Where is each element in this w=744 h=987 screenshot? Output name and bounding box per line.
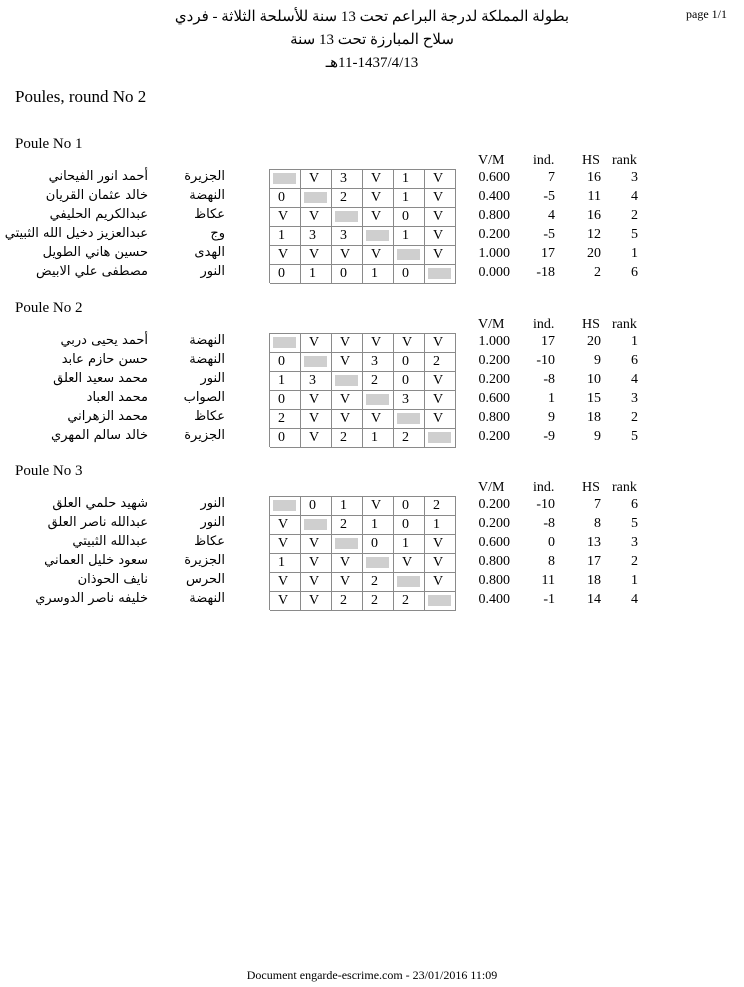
- bout-cell: 0: [270, 264, 301, 284]
- fencer-club: الجزيرة: [184, 169, 225, 184]
- hs-value: 12: [587, 227, 601, 242]
- bout-grid: [269, 496, 456, 515]
- hs-value: 9: [594, 353, 601, 368]
- vm-header: V/M: [478, 317, 505, 332]
- bout-cell: V: [270, 207, 301, 226]
- vm-value: 0.800: [478, 410, 510, 425]
- bout-cell: 1: [270, 553, 301, 572]
- fencer-name: خالد عثمان القريان: [45, 188, 148, 203]
- ind-value: -10: [536, 497, 555, 512]
- fencer-row: [0, 264, 744, 283]
- ind-value: -1: [543, 592, 555, 607]
- bout-cell: V: [363, 169, 394, 188]
- bout-cell: 1: [394, 534, 425, 553]
- bout-cell: 2: [363, 371, 394, 390]
- fencer-club: الهدى: [194, 245, 225, 260]
- rank-value: 5: [631, 429, 638, 444]
- document-footer: Document engarde-escrime.com - 23/01/2016 11:09: [246, 968, 498, 982]
- fencer-row: [0, 169, 744, 188]
- fencer-name: حسين هاني الطويل: [42, 245, 148, 260]
- bout-cell: V: [301, 409, 332, 428]
- fencer-row: [0, 226, 744, 245]
- bout-cell: V: [425, 245, 456, 264]
- bout-cell: 1: [363, 515, 394, 534]
- bout-cell: V: [301, 534, 332, 553]
- hs-header: HS: [582, 317, 600, 332]
- bout-cell: 0: [394, 264, 425, 284]
- bout-cell: 1: [363, 428, 394, 448]
- fencer-name: محمد سعيد العلق: [53, 371, 148, 386]
- vm-value: 0.800: [478, 554, 510, 569]
- ind-value: 1: [548, 391, 555, 406]
- hs-value: 16: [587, 170, 601, 185]
- bout-cell: 0: [394, 515, 425, 534]
- bout-cell-self: [270, 496, 301, 515]
- ind-header: ind.: [533, 480, 555, 495]
- vm-value: 0.800: [478, 208, 510, 223]
- bout-cell: V: [425, 333, 456, 352]
- vm-value: 0.600: [478, 391, 510, 406]
- hs-value: 8: [594, 516, 601, 531]
- bout-cell: 1: [394, 169, 425, 188]
- bout-grid: [269, 428, 456, 447]
- ind-value: 8: [548, 554, 555, 569]
- vm-value: 0.000: [478, 265, 510, 280]
- hs-value: 7: [594, 497, 601, 512]
- rank-header: rank: [612, 317, 637, 332]
- bout-cell: V: [301, 169, 332, 188]
- bout-cell: 1: [363, 264, 394, 284]
- fencer-row: [0, 188, 744, 207]
- bout-cell: V: [363, 245, 394, 264]
- bout-cell-self: [363, 226, 394, 245]
- rank-value: 5: [631, 227, 638, 242]
- bout-cell: V: [270, 534, 301, 553]
- bout-cell: V: [301, 390, 332, 409]
- rank-value: 1: [631, 246, 638, 261]
- ind-value: -8: [543, 516, 555, 531]
- vm-value: 0.200: [478, 429, 510, 444]
- fencer-club: الحرس: [185, 572, 225, 587]
- bout-cell: V: [425, 207, 456, 226]
- bout-cell: V: [394, 333, 425, 352]
- bout-cell-self: [332, 207, 363, 226]
- hs-header: HS: [582, 153, 600, 168]
- bout-cell: 1: [394, 188, 425, 207]
- bout-cell: V: [425, 553, 456, 572]
- hs-value: 14: [587, 592, 601, 607]
- bout-grid: [269, 591, 456, 610]
- fencer-name: عبدالعزيز دخيل الله الثبيتي: [4, 226, 148, 241]
- bout-grid: [269, 245, 456, 264]
- rank-value: 4: [631, 189, 638, 204]
- bout-cell: 3: [332, 169, 363, 188]
- bout-cell: V: [425, 226, 456, 245]
- ind-value: -5: [543, 189, 555, 204]
- bout-cell: 0: [394, 371, 425, 390]
- fencer-club: النور: [200, 515, 225, 530]
- fencer-row: [0, 496, 744, 515]
- competition-date: 11-1437/4/13هـ: [325, 55, 419, 71]
- bout-cell: V: [332, 553, 363, 572]
- fencer-row: [0, 333, 744, 352]
- rank-value: 2: [631, 410, 638, 425]
- rank-value: 1: [631, 573, 638, 588]
- bout-cell-self: [425, 428, 456, 448]
- fencer-club: النور: [200, 496, 225, 511]
- bout-cell: V: [270, 572, 301, 591]
- bout-cell-self: [394, 572, 425, 591]
- bout-cell: V: [425, 534, 456, 553]
- bout-cell: V: [301, 207, 332, 226]
- vm-value: 0.400: [478, 592, 510, 607]
- bout-cell: V: [301, 591, 332, 611]
- vm-header: V/M: [478, 153, 505, 168]
- ind-value: 17: [541, 334, 555, 349]
- bout-cell: 2: [425, 352, 456, 371]
- bout-cell: V: [301, 572, 332, 591]
- fencer-club: الصواب: [183, 390, 225, 405]
- bout-cell-self: [332, 534, 363, 553]
- bout-grid: [269, 333, 456, 352]
- fencer-name: سعود خليل العماني: [44, 553, 148, 568]
- bout-cell: 2: [394, 591, 425, 611]
- bout-cell: 3: [394, 390, 425, 409]
- bout-cell: V: [270, 591, 301, 611]
- ind-value: 0: [548, 535, 555, 550]
- bout-cell: V: [425, 169, 456, 188]
- bout-cell: V: [332, 352, 363, 371]
- hs-value: 13: [587, 535, 601, 550]
- bout-cell: 0: [394, 207, 425, 226]
- fencer-row: [0, 207, 744, 226]
- bout-grid: [269, 572, 456, 591]
- poule-title: Poule No 3: [15, 463, 83, 479]
- fencer-row: [0, 428, 744, 447]
- fencer-name: محمد الزهراني: [67, 409, 148, 424]
- ind-header: ind.: [533, 153, 555, 168]
- bout-grid: [269, 226, 456, 245]
- bout-cell: V: [270, 245, 301, 264]
- bout-grid: [269, 352, 456, 371]
- bout-grid: [269, 409, 456, 428]
- bout-cell: V: [301, 428, 332, 448]
- vm-value: 0.400: [478, 189, 510, 204]
- hs-value: 18: [587, 410, 601, 425]
- bout-cell: V: [332, 245, 363, 264]
- bout-grid: [269, 188, 456, 207]
- bout-cell: 2: [363, 572, 394, 591]
- bout-grid: [269, 207, 456, 226]
- bout-cell: 3: [363, 352, 394, 371]
- hs-header: HS: [582, 480, 600, 495]
- bout-cell-self: [425, 591, 456, 611]
- bout-cell: 1: [394, 226, 425, 245]
- bout-cell: 1: [425, 515, 456, 534]
- bout-cell: 0: [270, 390, 301, 409]
- bout-cell: 2: [394, 428, 425, 448]
- fencer-name: عبدالله الثبيتي: [72, 534, 148, 549]
- bout-cell: V: [332, 333, 363, 352]
- rank-value: 6: [631, 497, 638, 512]
- fencer-club: النهضة: [189, 333, 225, 348]
- rank-value: 6: [631, 353, 638, 368]
- bout-grid: [269, 553, 456, 572]
- fencer-name: عبدالكريم الحليفي: [49, 207, 148, 222]
- poule-title: Poule No 2: [15, 300, 83, 316]
- bout-cell: V: [363, 409, 394, 428]
- bout-cell: 1: [270, 226, 301, 245]
- bout-cell-self: [363, 553, 394, 572]
- fencer-club: عكاظ: [194, 534, 225, 549]
- hs-value: 15: [587, 391, 601, 406]
- hs-value: 20: [587, 246, 601, 261]
- ind-header: ind.: [533, 317, 555, 332]
- round-title: Poules, round No 2: [15, 87, 147, 106]
- bout-cell: V: [363, 207, 394, 226]
- bout-cell: V: [425, 409, 456, 428]
- bout-cell: 0: [332, 264, 363, 284]
- poule-title: Poule No 1: [15, 136, 83, 152]
- fencer-club: النور: [200, 371, 225, 386]
- fencer-club: عكاظ: [194, 409, 225, 424]
- fencer-name: محمد العباد: [86, 390, 148, 405]
- hs-value: 2: [594, 265, 601, 280]
- ind-value: -5: [543, 227, 555, 242]
- hs-value: 20: [587, 334, 601, 349]
- bout-cell: 0: [270, 428, 301, 448]
- fencer-name: مصطفى علي الابيض: [36, 264, 148, 279]
- bout-cell: 2: [332, 591, 363, 611]
- bout-grid: [269, 169, 456, 188]
- rank-value: 3: [631, 170, 638, 185]
- bout-cell: V: [363, 333, 394, 352]
- poule-section: [0, 136, 744, 296]
- ind-value: 17: [541, 246, 555, 261]
- rank-value: 4: [631, 372, 638, 387]
- fencer-name: نايف الحوذان: [77, 572, 148, 587]
- rank-value: 1: [631, 334, 638, 349]
- hs-value: 10: [587, 372, 601, 387]
- bout-cell: 1: [332, 496, 363, 515]
- bout-grid: [269, 534, 456, 553]
- fencer-row: [0, 534, 744, 553]
- bout-cell: 0: [301, 496, 332, 515]
- fencer-club: عكاظ: [194, 207, 225, 222]
- bout-cell: V: [425, 572, 456, 591]
- bout-cell: 2: [332, 188, 363, 207]
- vm-header: V/M: [478, 480, 505, 495]
- bout-cell: V: [425, 371, 456, 390]
- bout-cell: V: [332, 390, 363, 409]
- fencer-club: النور: [200, 264, 225, 279]
- fencer-name: أحمد يحيى دربي: [60, 333, 148, 348]
- fencer-name: شهيد حلمي العلق: [52, 496, 148, 511]
- bout-cell: 2: [363, 591, 394, 611]
- bout-cell: V: [363, 496, 394, 515]
- bout-cell: 0: [270, 352, 301, 371]
- vm-value: 0.200: [478, 372, 510, 387]
- bout-cell: 0: [394, 352, 425, 371]
- bout-cell-self: [270, 333, 301, 352]
- rank-value: 5: [631, 516, 638, 531]
- fencer-row: [0, 553, 744, 572]
- fencer-name: أحمد انور الفيحاني: [48, 169, 148, 184]
- bout-cell: V: [270, 515, 301, 534]
- fencer-row: [0, 515, 744, 534]
- rank-value: 2: [631, 554, 638, 569]
- bout-cell: V: [301, 333, 332, 352]
- fencer-row: [0, 572, 744, 591]
- ind-value: -10: [536, 353, 555, 368]
- fencer-club: وج: [210, 226, 225, 241]
- rank-header: rank: [612, 153, 637, 168]
- hs-value: 16: [587, 208, 601, 223]
- bout-cell-self: [332, 371, 363, 390]
- bout-cell: 3: [301, 371, 332, 390]
- ind-value: 11: [541, 573, 555, 588]
- fencer-row: [0, 591, 744, 610]
- bout-cell: 0: [270, 188, 301, 207]
- bout-cell: V: [332, 572, 363, 591]
- rank-value: 2: [631, 208, 638, 223]
- rank-value: 3: [631, 535, 638, 550]
- bout-cell-self: [301, 515, 332, 534]
- ind-value: -9: [543, 429, 555, 444]
- fencer-row: [0, 371, 744, 390]
- hs-value: 18: [587, 573, 601, 588]
- poule-section: [0, 463, 744, 623]
- ind-value: 7: [548, 170, 555, 185]
- bout-cell: V: [425, 390, 456, 409]
- bout-cell-self: [363, 390, 394, 409]
- fencer-club: الجزيرة: [184, 428, 225, 443]
- fencer-name: عبدالله ناصر العلق: [47, 515, 148, 530]
- weapon-subtitle: سلاح المبارزة تحت 13 سنة: [290, 32, 454, 48]
- fencer-name: خالد سالم المهري: [51, 428, 148, 443]
- bout-grid: [269, 515, 456, 534]
- rank-header: rank: [612, 480, 637, 495]
- bout-cell: V: [363, 188, 394, 207]
- bout-cell: 2: [332, 428, 363, 448]
- vm-value: 1.000: [478, 246, 510, 261]
- vm-value: 1.000: [478, 334, 510, 349]
- bout-cell: 3: [332, 226, 363, 245]
- bout-cell: V: [425, 188, 456, 207]
- bout-cell: V: [332, 409, 363, 428]
- fencer-row: [0, 352, 744, 371]
- bout-cell: V: [301, 245, 332, 264]
- vm-value: 0.200: [478, 516, 510, 531]
- rank-value: 4: [631, 592, 638, 607]
- bout-cell: 1: [301, 264, 332, 284]
- bout-cell: 2: [425, 496, 456, 515]
- vm-value: 0.200: [478, 353, 510, 368]
- poule-section: [0, 300, 744, 460]
- bout-grid: [269, 264, 456, 283]
- bout-cell: 1: [270, 371, 301, 390]
- bout-cell: 3: [301, 226, 332, 245]
- fencer-name: خليفه ناصر الدوسري: [35, 591, 148, 606]
- bout-grid: [269, 371, 456, 390]
- fencer-row: [0, 245, 744, 264]
- competition-title: بطولة المملكة لدرجة البراعم تحت 13 سنة للأسلحة الثلاثة - فردي: [174, 9, 570, 25]
- bout-cell-self: [270, 169, 301, 188]
- rank-value: 6: [631, 265, 638, 280]
- bout-cell: V: [394, 553, 425, 572]
- fencer-club: النهضة: [189, 352, 225, 367]
- fencer-club: النهضة: [189, 188, 225, 203]
- fencer-name: حسن حازم عابد: [61, 352, 148, 367]
- rank-value: 3: [631, 391, 638, 406]
- vm-value: 0.600: [478, 170, 510, 185]
- ind-value: -8: [543, 372, 555, 387]
- ind-value: -18: [536, 265, 555, 280]
- bout-cell-self: [394, 409, 425, 428]
- ind-value: 4: [548, 208, 555, 223]
- vm-value: 0.200: [478, 227, 510, 242]
- bout-cell-self: [394, 245, 425, 264]
- hs-value: 11: [587, 189, 601, 204]
- fencer-club: النهضة: [189, 591, 225, 606]
- ind-value: 9: [548, 410, 555, 425]
- hs-value: 17: [587, 554, 601, 569]
- fencer-row: [0, 409, 744, 428]
- hs-value: 9: [594, 429, 601, 444]
- bout-cell-self: [301, 352, 332, 371]
- bout-grid: [269, 390, 456, 409]
- bout-cell: V: [301, 553, 332, 572]
- bout-cell: 2: [332, 515, 363, 534]
- vm-value: 0.200: [478, 497, 510, 512]
- bout-cell-self: [301, 188, 332, 207]
- bout-cell: 0: [394, 496, 425, 515]
- fencer-club: الجزيرة: [184, 553, 225, 568]
- bout-cell: 0: [363, 534, 394, 553]
- page-number: page 1/1: [686, 7, 727, 21]
- fencer-row: [0, 390, 744, 409]
- bout-cell-self: [425, 264, 456, 284]
- bout-cell: 2: [270, 409, 301, 428]
- vm-value: 0.800: [478, 573, 510, 588]
- vm-value: 0.600: [478, 535, 510, 550]
